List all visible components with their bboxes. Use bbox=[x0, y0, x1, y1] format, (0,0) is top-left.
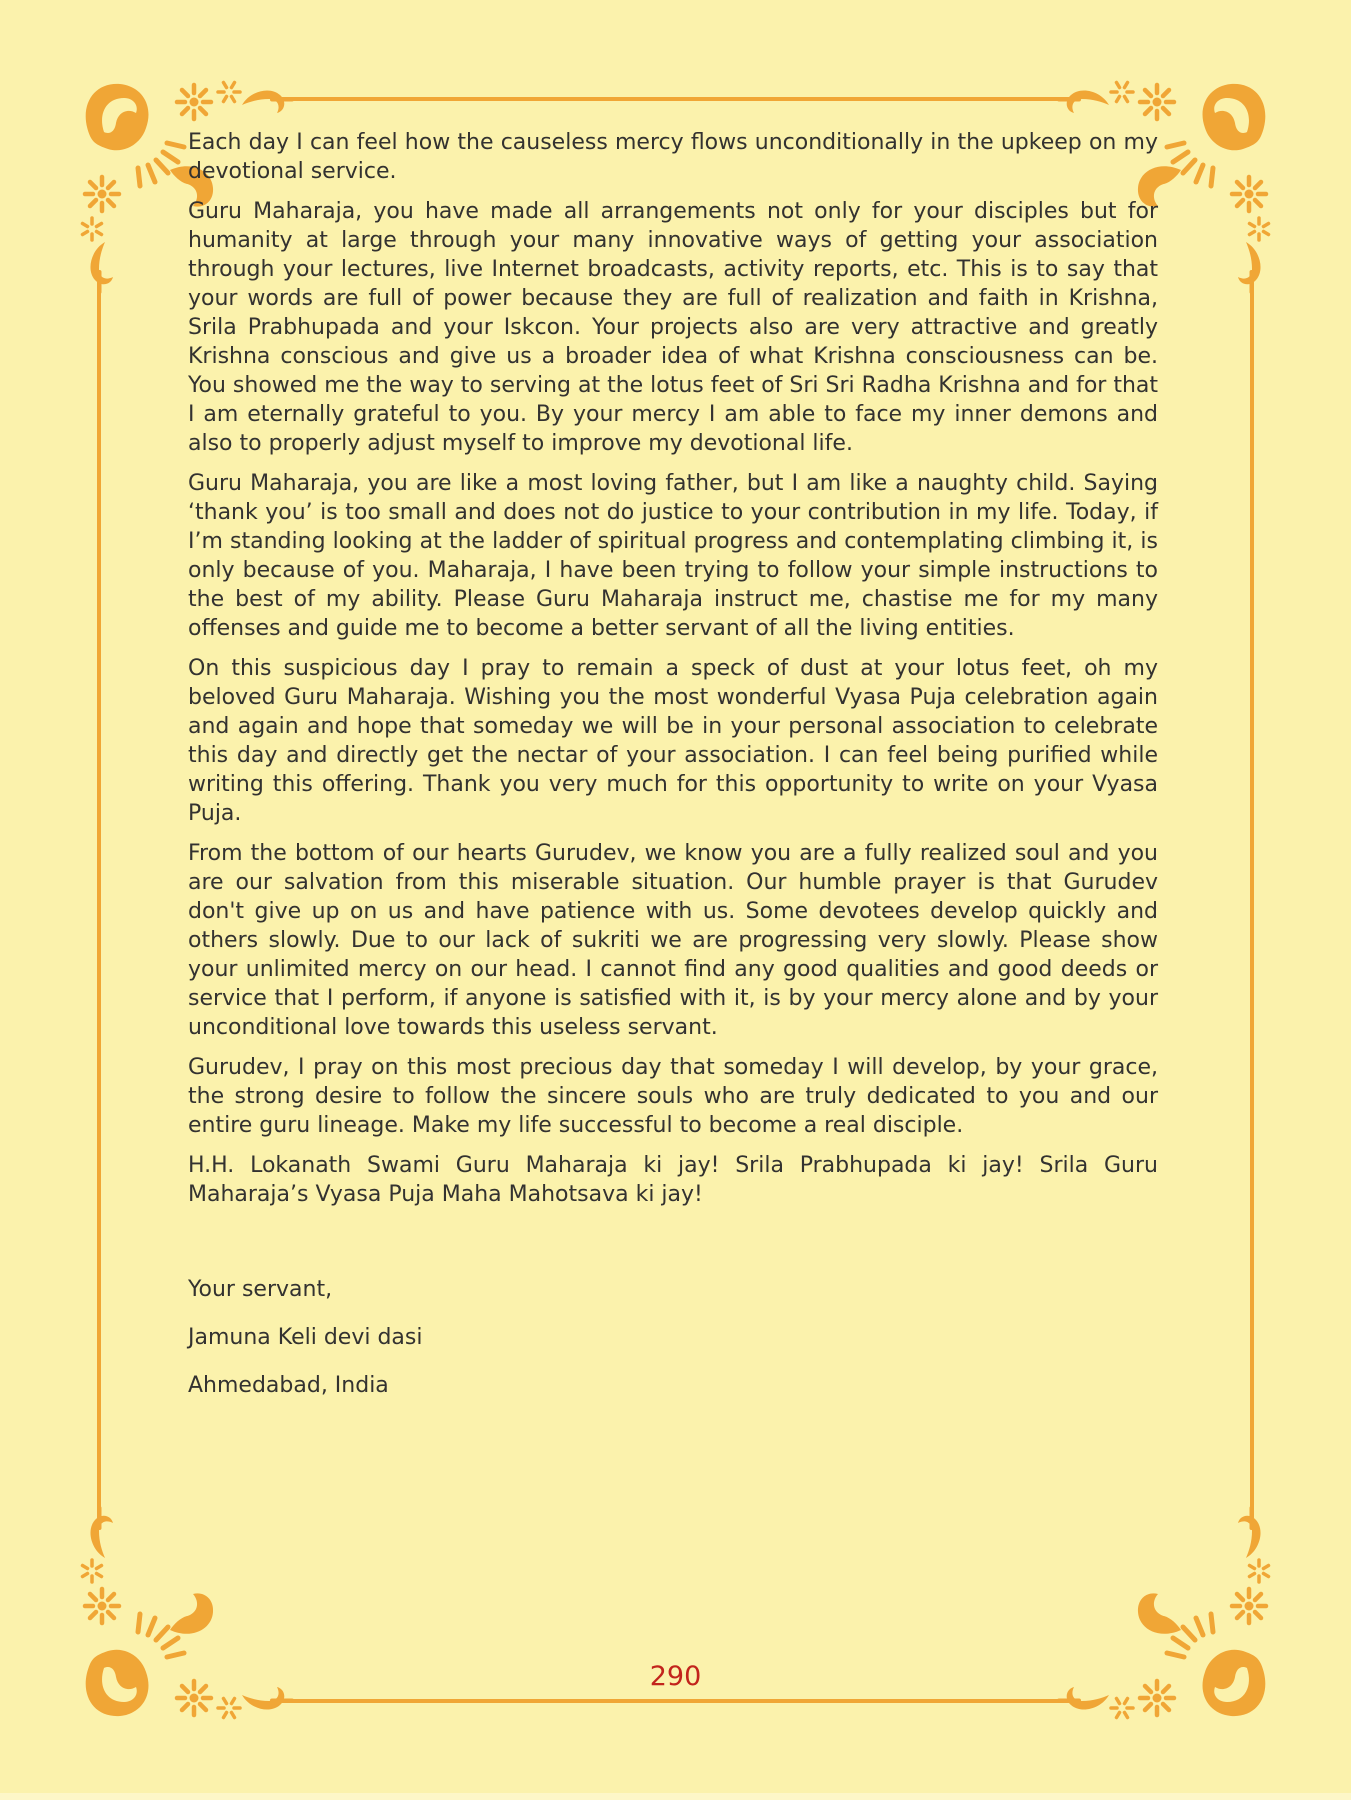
signature-location: Ahmedabad, India bbox=[188, 1373, 389, 1398]
letter-paragraph-jay-glorification: H.H. Lokanath Swami Guru Maharaja ki jay! Srila Prabhupada ki jay! Srila Guru Maharaja’s Vyasa Puja Maha Mahotsava ki jay! bbox=[188, 1153, 1158, 1207]
floral-corner-ornament-bottom-left bbox=[74, 1506, 294, 1726]
page-number: 290 bbox=[649, 1661, 702, 1692]
floral-corner-ornament-bottom-right bbox=[1057, 1506, 1277, 1726]
letter-body bbox=[188, 128, 1158, 1419]
frame-border-top bbox=[290, 97, 1061, 101]
letter-paragraph-1: Each day I can feel how the causeless mercy flows unconditionally in the upkeep on my devotional service. bbox=[188, 130, 1158, 184]
letter-paragraph-5: From the bottom of our hearts Gurudev, we know you are a fully realized soul and you are our salvation from this miserable situation. Our humble prayer is that Gurudev don't give up on us and have patience with us. Some devotees develop quickly and others slowly. Due to our lack of sukriti we are progressing very slowly. Please show your unlimited mercy on our head. I cannot find any good qualities and good deeds or service that I perform, if anyone is satisfied with it, is by your mercy alone and by your unconditional love towards this useless servant. bbox=[188, 841, 1158, 1040]
frame-border-bottom bbox=[290, 1699, 1061, 1703]
page-edge-highlight bbox=[0, 1793, 1351, 1800]
letter-paragraph-2: Guru Maharaja, you have made all arrangements not only for your disciples but for humanity at large through your many innovative ways of getting your association through your lectures, live Internet broadcasts, activity reports, etc. This is to say that your words are full of power because they are full of realization and faith in Krishna, Srila Prabhupada and your Iskcon. Your projects also are very attractive and greatly Krishna conscious and give us a broader idea of what Krishna consciousness can be. You showed me the way to serving at the lotus feet of Sri Sri Radha Krishna and for that I am eternally grateful to you. By your mercy I am able to face my inner demons and also to properly adjust myself to improve my devotional life. bbox=[188, 199, 1158, 456]
signature-block bbox=[188, 1275, 1158, 1400]
signature-closing: Your servant, bbox=[188, 1277, 333, 1302]
signature-name: Jamuna Keli devi dasi bbox=[188, 1325, 423, 1350]
letter-paragraph-6: Gurudev, I pray on this most precious day that someday I will develop, by your grace, the strong desire to follow the sincere souls who are truly dedicated to you and our entire guru lineage. Make my life successful to become a real disciple. bbox=[188, 1055, 1158, 1138]
frame-border-right bbox=[1250, 290, 1254, 1510]
letter-paragraph-4: On this suspicious day I pray to remain a speck of dust at your lotus feet, oh my beloved Guru Maharaja. Wishing you the most wonderful Vyasa Puja celebration again and again and hope that someday we will be in your personal association to celebrate this day and directly get the nectar of your association. I can feel being purified while writing this offering. Thank you very much for this opportunity to write on your Vyasa Puja. bbox=[188, 656, 1158, 826]
letter-paragraph-3: Guru Maharaja, you are like a most loving father, but I am like a naughty child. Saying ‘thank you’ is too small and does not do justice to your contribution in my life. Today, if I’m standing looking at the ladder of spiritual progress and contemplating climbing it, is only because of you. Maharaja, I have been trying to follow your simple instructions to the best of my ability. Please Guru Maharaja instruct me, chastise me for my many offenses and guide me to become a better servant of all the living entities. bbox=[188, 471, 1158, 641]
frame-border-left bbox=[97, 290, 101, 1510]
